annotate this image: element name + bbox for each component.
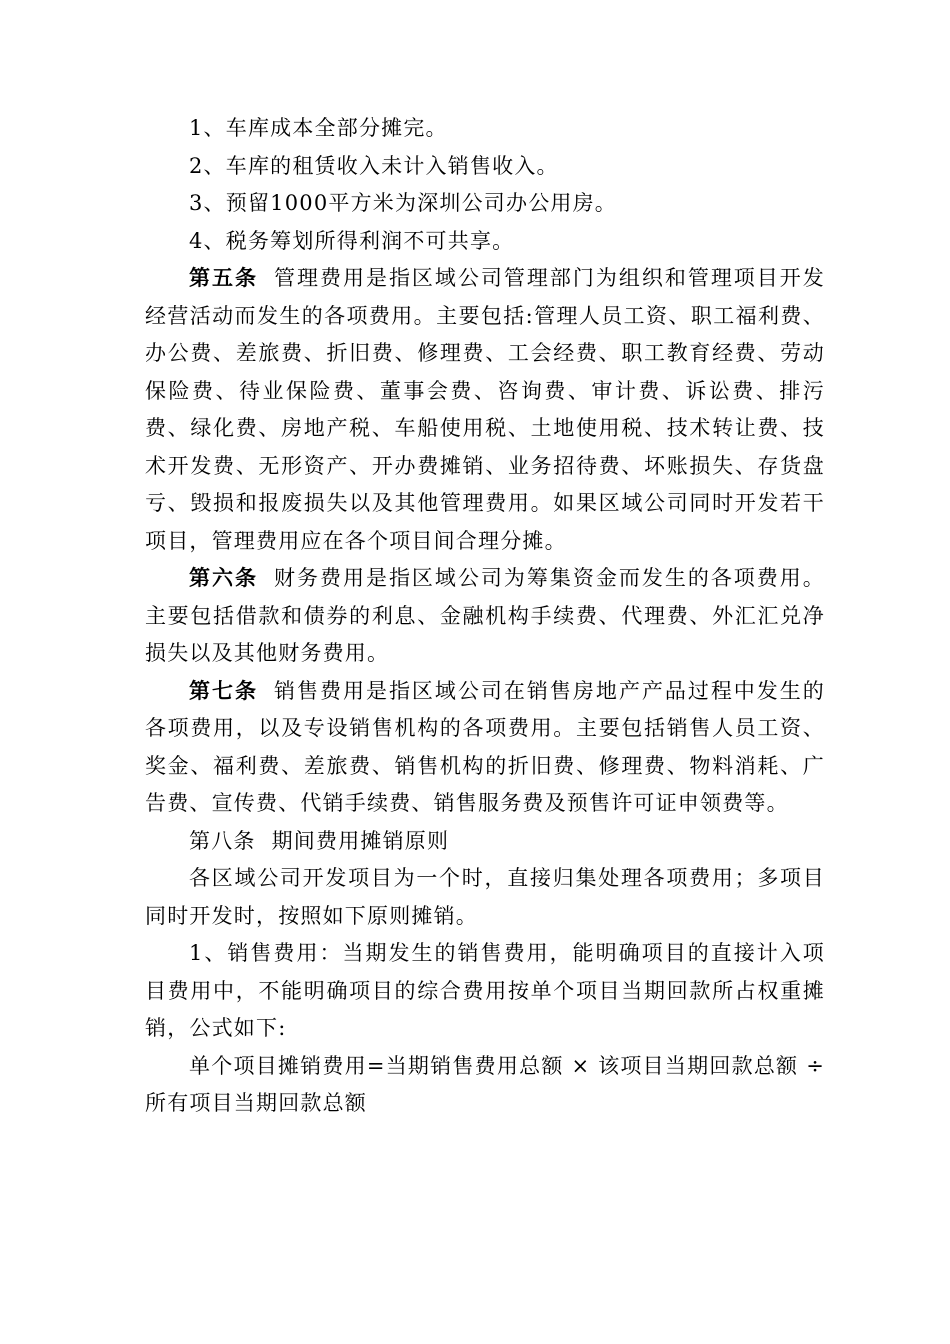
article-6-heading: 第六条	[189, 566, 258, 590]
article-6-text: 财务费用是指区域公司为筹集资金而发生的各项费用。主要包括借款和债券的利息、金融机构手续费、代理费、外汇汇兑净损失以及其他财务费用。	[145, 566, 825, 665]
article-7	[145, 673, 825, 823]
paragraph-sales-expense: 1、销售费用：当期发生的销售费用，能明确项目的直接计入项目费用中，不能明确项目的综合费用按单个项目当期回款所占权重摊销，公式如下:	[145, 941, 825, 1040]
article-8-heading: 第八条	[189, 828, 256, 853]
article-7-heading: 第七条	[189, 678, 258, 703]
article-8	[145, 823, 825, 861]
list-item-3: 3、预留1000平方米为深圳公司办公用房。	[189, 191, 618, 215]
document-page	[145, 110, 825, 1123]
list-item-4: 4、税务筹划所得利润不可共享。	[189, 228, 515, 253]
article-5	[145, 260, 825, 560]
list-item-1: 1、车库成本全部分摊完。	[189, 116, 448, 140]
article-6	[145, 560, 825, 673]
paragraph-multi-project: 各区域公司开发项目为一个时，直接归集处理各项费用；多项目同时开发时，按照如下原则摊销。	[145, 866, 825, 928]
article-7-text: 销售费用是指区域公司在销售房地产产品过程中发生的各项费用，以及专设销售机构的各项费用。主要包括销售人员工资、奖金、福利费、差旅费、销售机构的折旧费、修理费、物料消耗、广告费、宣传费、代销手续费、销售服务费及预售许可证申领费等。	[145, 678, 825, 815]
article-8-text: 期间费用摊销原则	[271, 828, 450, 853]
article-5-heading: 第五条	[189, 266, 258, 290]
list-item-2: 2、车库的租赁收入未计入销售收入。	[189, 153, 559, 178]
article-5-text: 管理费用是指区域公司管理部门为组织和管理项目开发经营活动而发生的各项费用。主要包括:管理人员工资、职工福利费、办公费、差旅费、折旧费、修理费、工会经费、职工教育经费、劳动保险费、待业保险费、董事会费、咨询费、审计费、诉讼费、排污费、绿化费、房地产税、车船使用税、土地使用税、技术转让费、技术开发费、无形资产、开办费摊销、业务招待费、坏账损失、存货盘亏、毁损和报废损失以及其他管理费用。如果区域公司同时开发若干项目，管理费用应在各个项目间合理分摊。	[145, 266, 825, 553]
formula-paragraph: 单个项目摊销费用=当期销售费用总额 × 该项目当期回款总额 ÷ 所有项目当期回款总额	[145, 1053, 825, 1115]
